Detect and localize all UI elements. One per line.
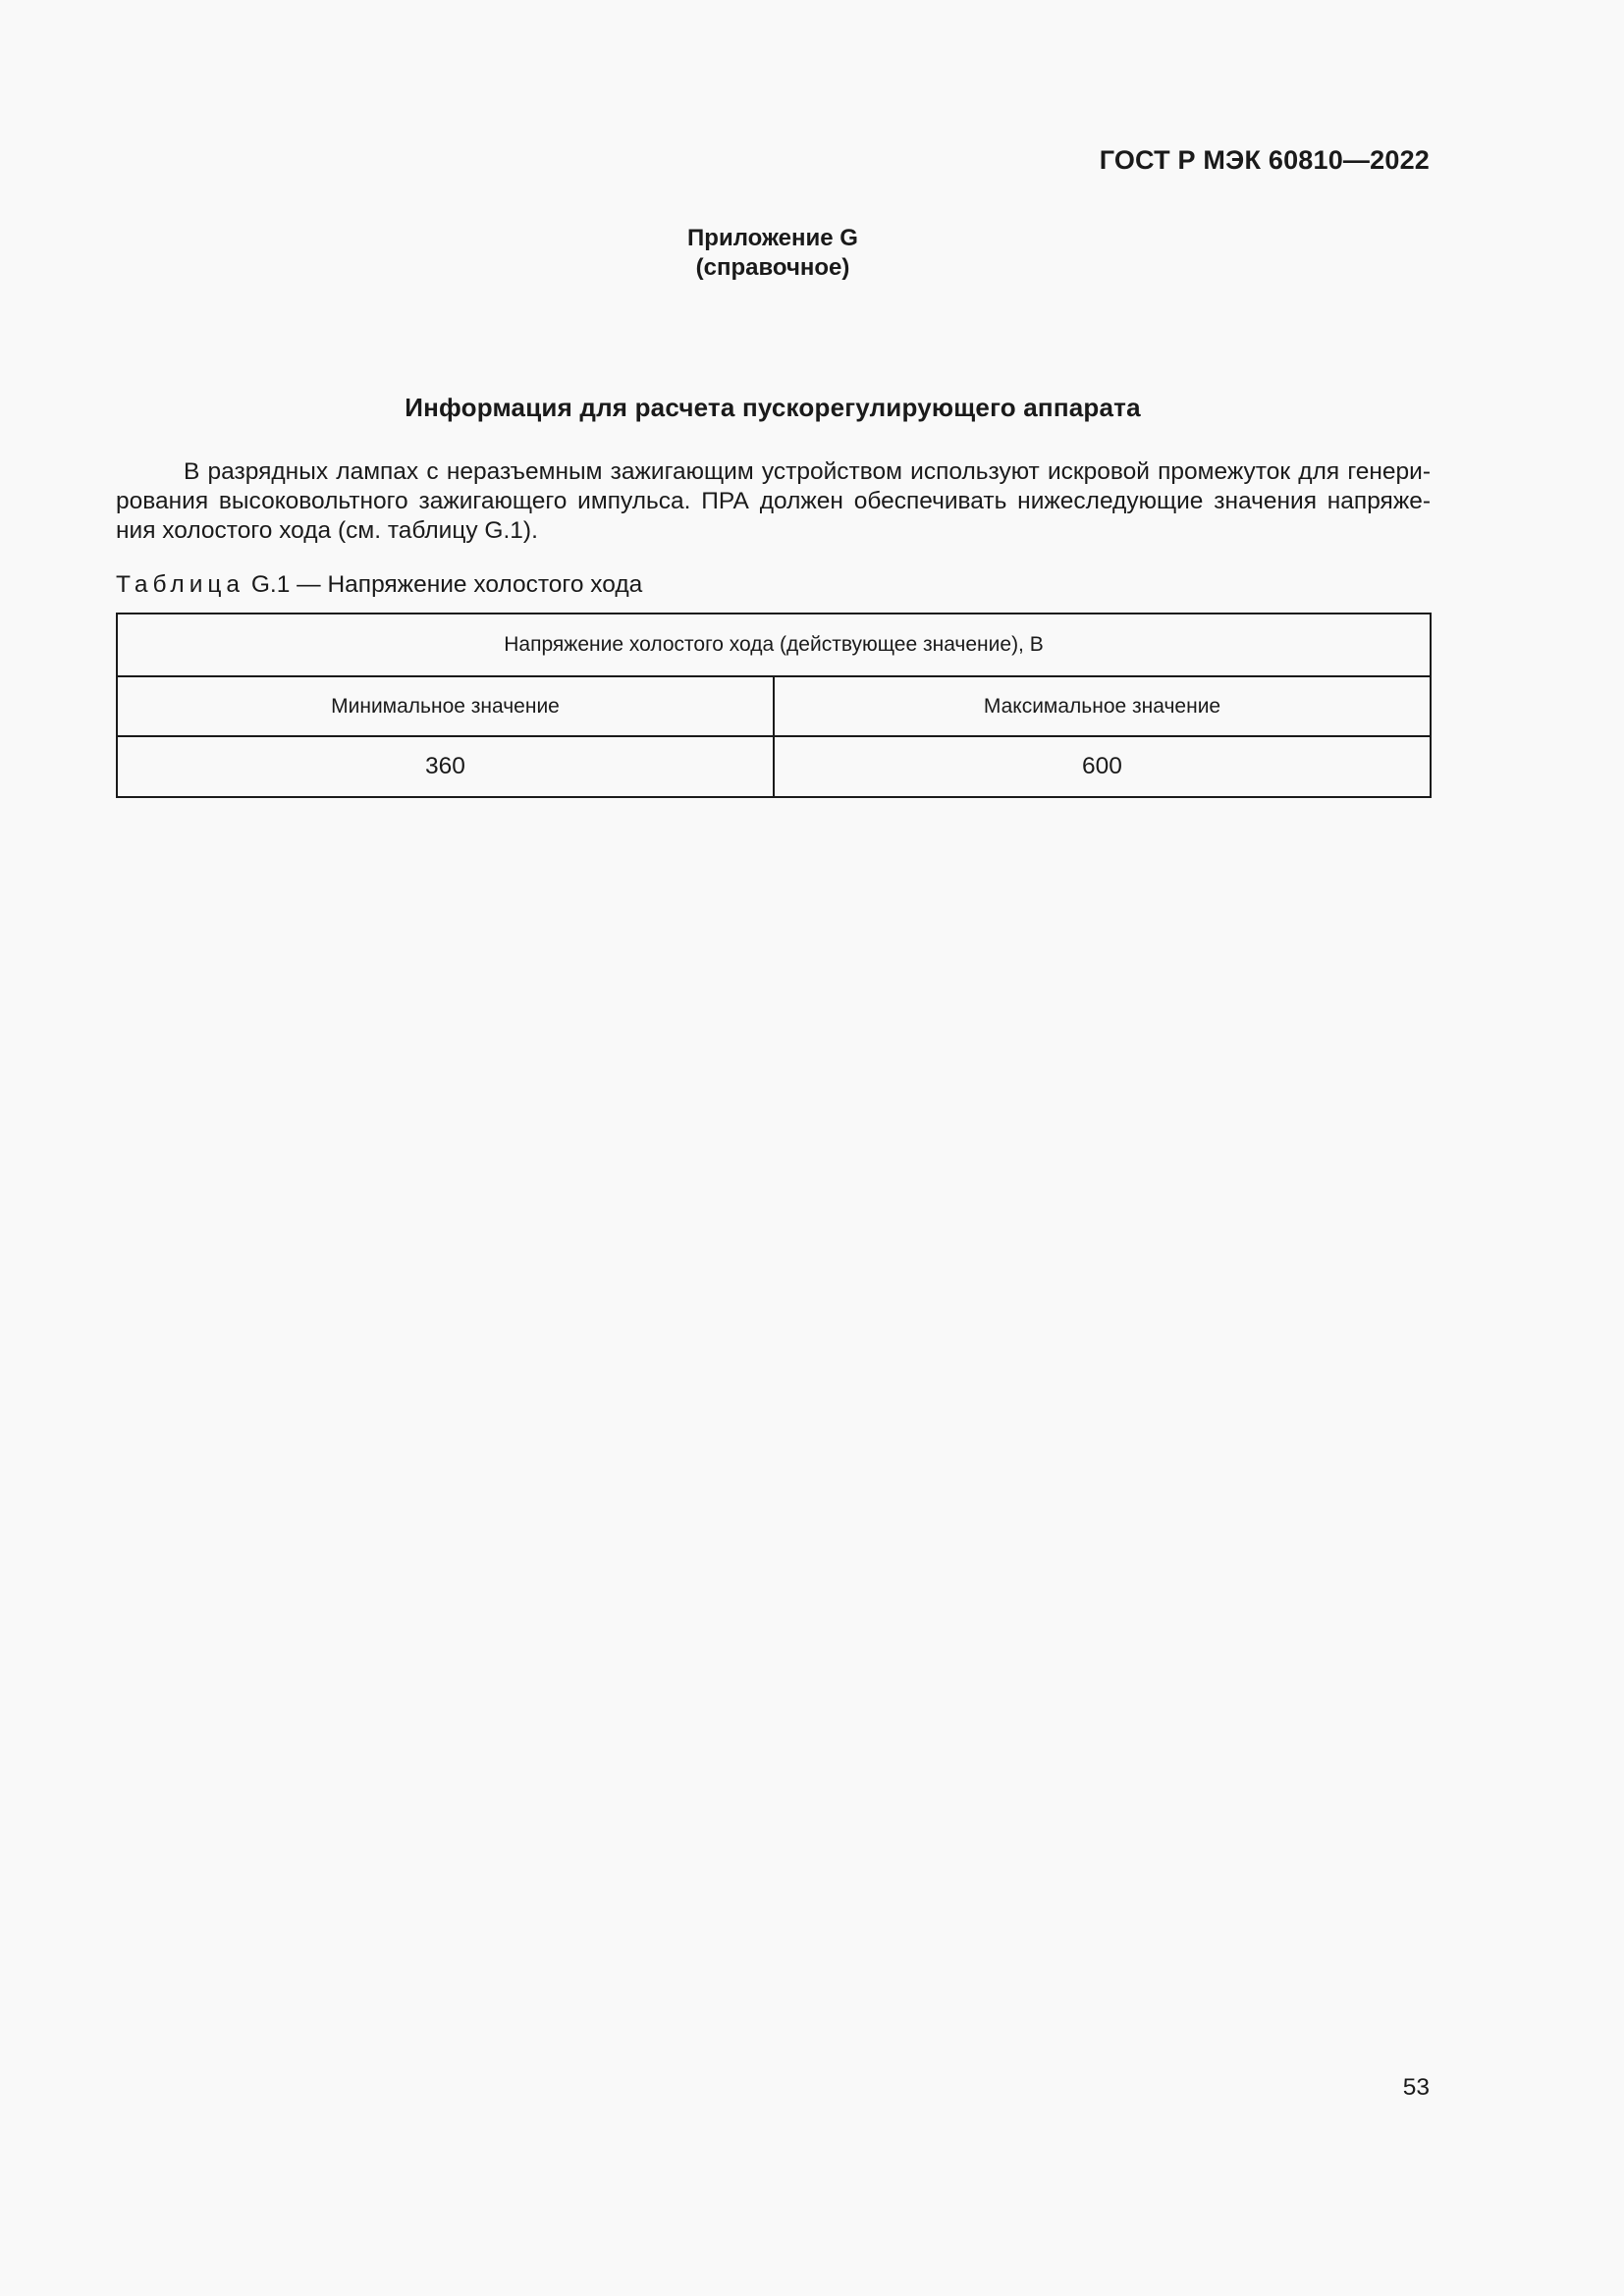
table-caption-text: G.1 — Напряжение холостого хода (250, 571, 643, 598)
document-code: ГОСТ Р МЭК 60810—2022 (1099, 145, 1430, 175)
appendix-heading (0, 224, 1545, 283)
appendix-subtitle: (справочное) (695, 254, 850, 281)
table-row (117, 736, 1431, 797)
paragraph-line: ния холостого хода (см. таблицу G.1). (116, 517, 538, 544)
column-header-max: Максимальное значение (774, 676, 1431, 736)
section-heading: Информация для расчета пускорегулирующего аппарата (405, 393, 1141, 422)
voltage-table (116, 613, 1432, 798)
column-header-min: Минимальное значение (117, 676, 774, 736)
table-group-header: Напряжение холостого хода (действующее значение), В (117, 614, 1431, 676)
page-number: 53 (1402, 2074, 1430, 2101)
table-caption-prefix: Таблица (116, 571, 245, 598)
cell-max-value: 600 (774, 736, 1431, 797)
body-paragraph (116, 457, 1431, 546)
paragraph-line: рования высоковольтного зажигающего импульса. ПРА должен обеспечивать нижеследующие значения напряже- (116, 488, 1431, 514)
table-column-header-row (117, 676, 1431, 736)
paragraph-line: В разрядных лампах с неразъемным зажигающим устройством используют искровой промежуток для генери- (184, 458, 1431, 485)
table-header-row (117, 614, 1431, 676)
table-caption (116, 571, 642, 599)
cell-min-value: 360 (117, 736, 774, 797)
appendix-title: Приложение G (687, 225, 858, 251)
